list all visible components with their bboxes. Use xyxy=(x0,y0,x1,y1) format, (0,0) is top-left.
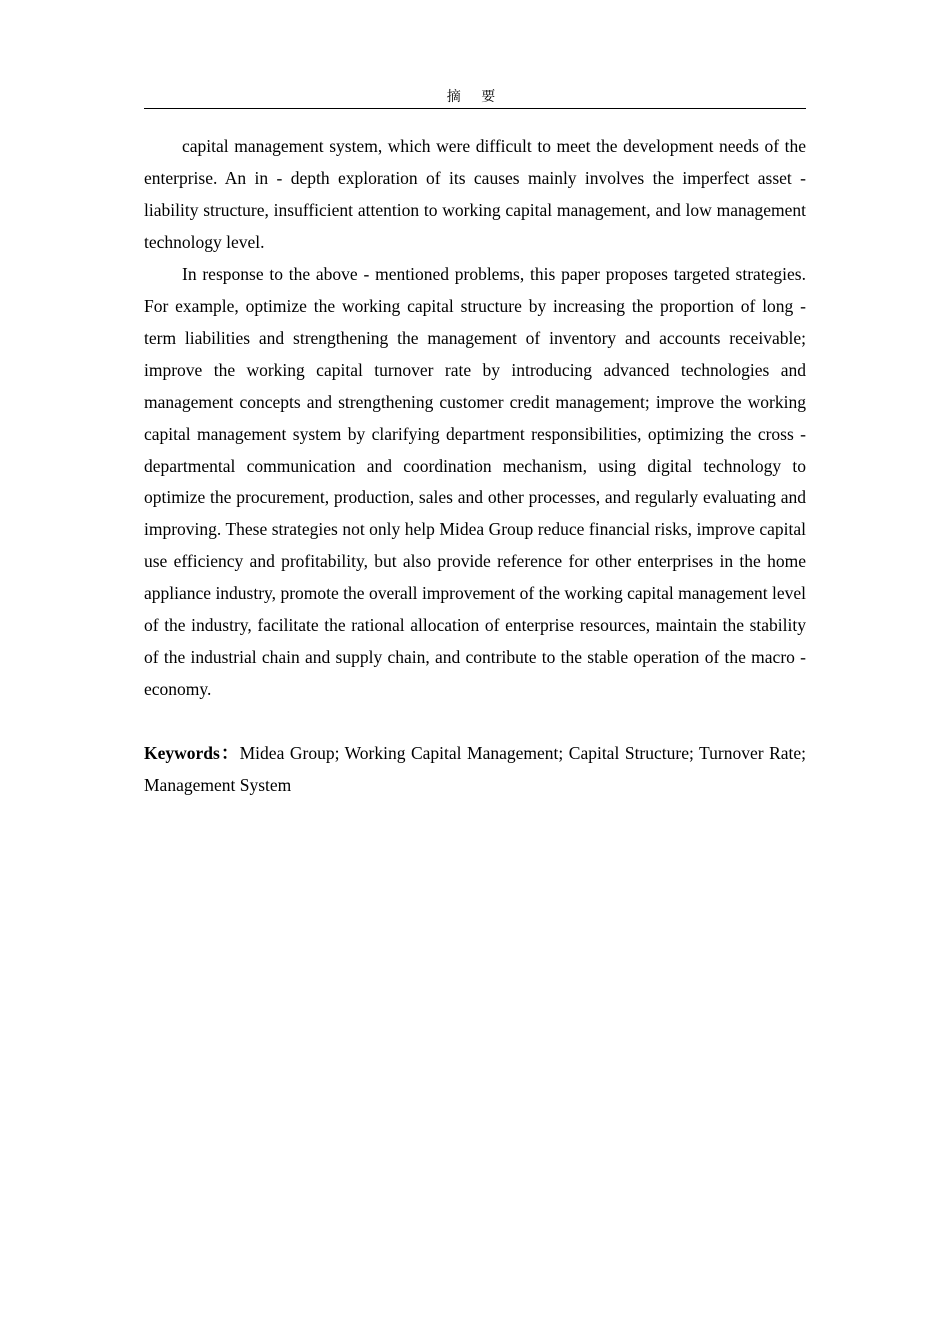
abstract-body xyxy=(144,131,806,802)
keywords-label: Keywords： xyxy=(144,743,240,764)
keywords-line xyxy=(144,738,806,802)
abstract-paragraph-1: capital management system, which were difficult to meet the development needs of the enterprise. An in - depth exploration of its causes mainly involves the imperfect asset - liability structure, insufficient attention to working capital management, and low management technology level. xyxy=(144,136,806,252)
header-title: 摘 要 xyxy=(446,89,504,105)
abstract-paragraph-2: In response to the above - mentioned problems, this paper proposes targeted strategies. For example, optimize the working capital structure by increasing the proportion of long - term liabilities and strengthening the management of inventory and accounts receivable; improve the working capital turnover rate by introducing advanced technologies and management concepts and strengthening customer credit management; improve the working capital management system by clarifying department responsibilities, optimizing the cross - departmental communication and coordination mechanism, using digital technology to optimize the procurement, production, sales and other processes, and regularly evaluating and improving. These strategies not only help Midea Group reduce financial risks, improve capital use efficiency and profitability, but also provide reference for other enterprises in the home appliance industry, promote the overall improvement of the working capital management level of the industry, facilitate the rational allocation of enterprise resources, maintain the stability of the industrial chain and supply chain, and contribute to the stable operation of the macro - economy. xyxy=(144,263,806,700)
page-header xyxy=(144,86,806,109)
keywords-text: Midea Group; Working Capital Management; Capital Structure; Turnover Rate; Management System xyxy=(144,743,806,796)
